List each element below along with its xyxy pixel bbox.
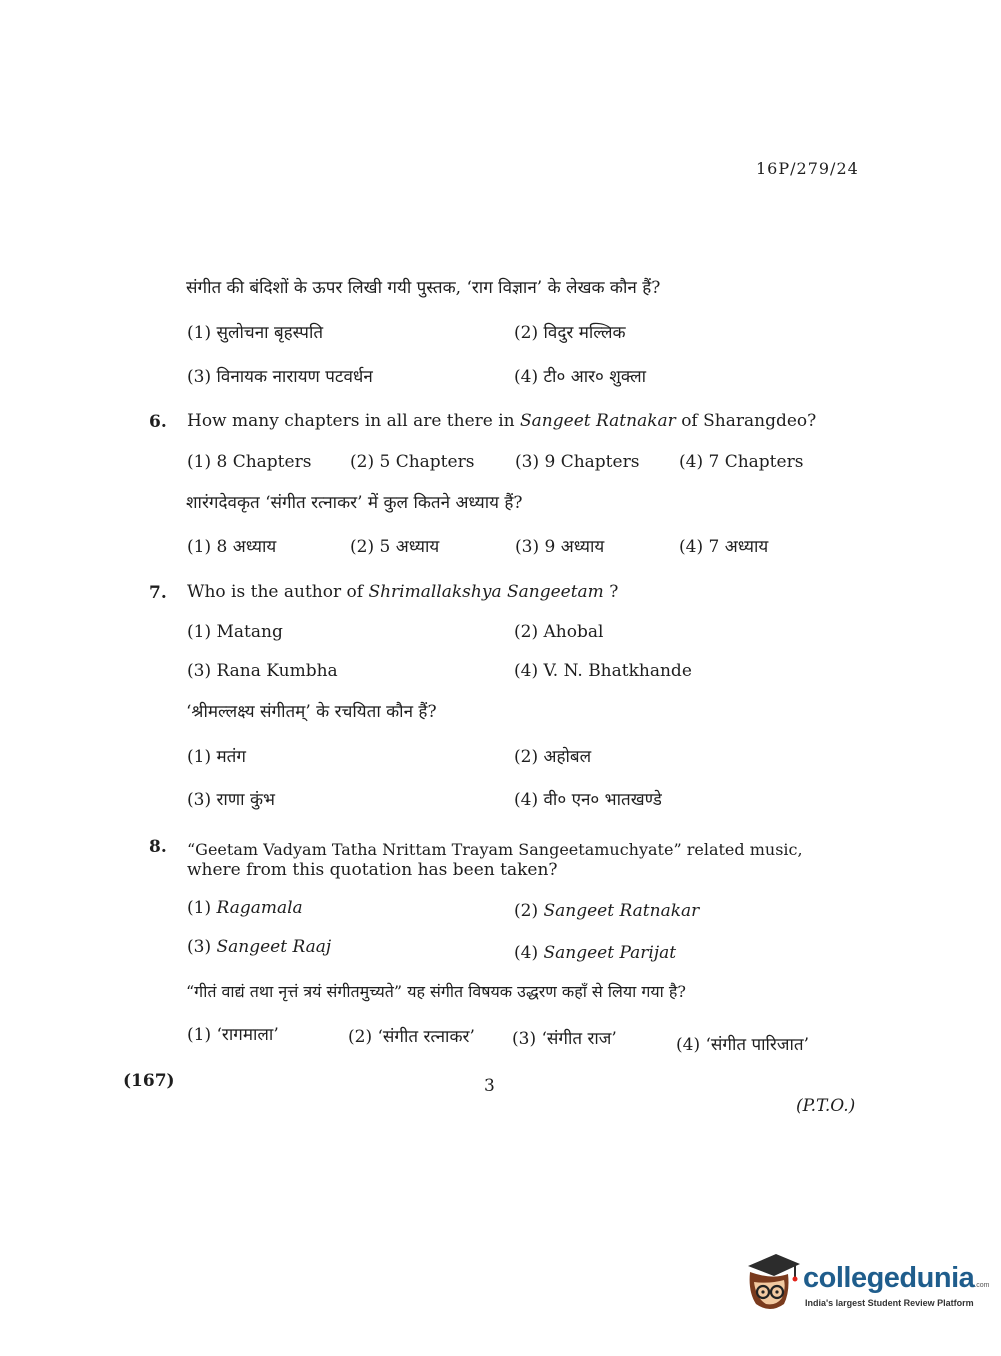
q6-option-hi-1: (1) 8 अध्याय xyxy=(187,537,277,557)
q8-option-en-3: (3) Sangeet Raaj xyxy=(187,937,332,957)
q6-option-en-4: (4) 7 Chapters xyxy=(679,452,804,472)
q6-number: 6. xyxy=(149,412,167,432)
q7-option-hi-1: (1) मतंग xyxy=(187,747,246,767)
page-number: 3 xyxy=(484,1076,495,1096)
q5-option-1: (1) सुलोचना बृहस्पति xyxy=(187,323,324,343)
q6-option-hi-4: (4) 7 अध्याय xyxy=(679,537,769,557)
q8-option-hi-4: (4) ‘संगीत पारिजात’ xyxy=(676,1035,809,1055)
q8-number: 8. xyxy=(149,837,167,857)
q7-option-en-3: (3) Rana Kumbha xyxy=(187,661,338,681)
q5-option-4: (4) टी० आर० शुक्ला xyxy=(514,367,647,387)
q5-option-3: (3) विनायक नारायण पटवर्धन xyxy=(187,367,373,387)
q7-english-question: Who is the author of Shrimallakshya Sangeetam ? xyxy=(187,582,619,602)
q8-hindi-question: “गीतं वाद्यं तथा नृत्तं त्रयं संगीतमुच्यते” यह संगीत विषयक उद्धरण कहाँ से लिया गया है? xyxy=(186,982,686,1001)
q6-english-question: How many chapters in all are there in Sangeet Ratnakar of Sharangdeo? xyxy=(187,411,817,431)
collegedunia-tagline: India's largest Student Review Platform xyxy=(805,1298,974,1308)
q8-english-line-2: where from this quotation has been taken? xyxy=(187,860,558,880)
q7-option-hi-4: (4) वी० एन० भातखण्डे xyxy=(514,790,662,810)
q7-option-hi-3: (3) राणा कुंभ xyxy=(187,790,275,810)
collegedunia-mascot-icon xyxy=(742,1252,802,1314)
q7-number: 7. xyxy=(149,583,167,603)
q8-option-hi-2: (2) ‘संगीत रत्नाकर’ xyxy=(348,1027,475,1047)
q8-option-en-1: (1) Ragamala xyxy=(187,898,303,918)
pto-label: (P.T.O.) xyxy=(796,1096,856,1116)
q7-hindi-question: ‘श्रीमल्लक्ष्य संगीतम्’ के रचयिता कौन हैं? xyxy=(186,702,437,722)
q7-option-hi-2: (2) अहोबल xyxy=(514,747,592,767)
q7-option-en-4: (4) V. N. Bhatkhande xyxy=(514,661,692,681)
q6-option-en-3: (3) 9 Chapters xyxy=(515,452,640,472)
footer-code: (167) xyxy=(123,1071,175,1091)
q5-hindi-question: संगीत की बंदिशों के ऊपर लिखी गयी पुस्तक, ‘राग विज्ञान’ के लेखक कौन हैं? xyxy=(186,278,661,298)
collegedunia-logo-name: collegedunia.com xyxy=(803,1262,990,1294)
q6-option-en-2: (2) 5 Chapters xyxy=(350,452,475,472)
q6-option-hi-3: (3) 9 अध्याय xyxy=(515,537,605,557)
q8-option-hi-3: (3) ‘संगीत राज’ xyxy=(512,1029,617,1049)
q7-option-en-2: (2) Ahobal xyxy=(514,622,604,642)
q6-option-en-1: (1) 8 Chapters xyxy=(187,452,312,472)
paper-code: 16P/279/24 xyxy=(756,159,859,178)
q5-option-2: (2) विदुर मल्लिक xyxy=(514,323,626,343)
q8-english-line-1: “Geetam Vadyam Tatha Nrittam Trayam Sangeetamuchyate” related music, xyxy=(187,840,803,859)
q8-option-en-4: (4) Sangeet Parijat xyxy=(514,943,677,963)
q8-option-en-2: (2) Sangeet Ratnakar xyxy=(514,901,700,921)
q8-option-hi-1: (1) ‘रागमाला’ xyxy=(187,1025,279,1045)
q7-option-en-1: (1) Matang xyxy=(187,622,283,642)
q6-hindi-question: शारंगदेवकृत ‘संगीत रत्नाकर’ में कुल कितने अध्याय हैं? xyxy=(186,493,523,513)
q6-option-hi-2: (2) 5 अध्याय xyxy=(350,537,440,557)
